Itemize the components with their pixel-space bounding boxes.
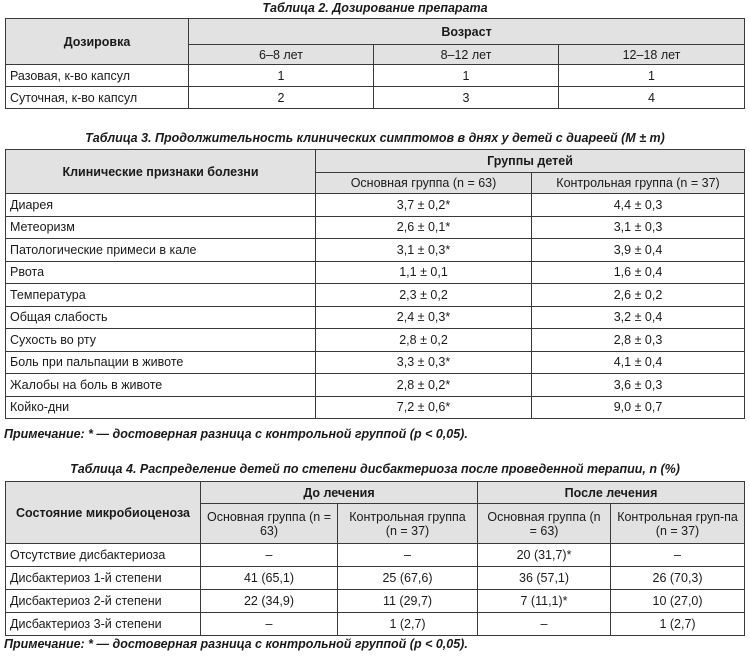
cell: 11 (29,7) [338,590,478,613]
cell: – [478,613,611,636]
row-label: Койко-дни [6,396,316,419]
cell: 26 (70,3) [611,567,745,590]
row-label: Сухость во рту [6,329,316,352]
table2-age-col: 8–12 лет [374,45,559,65]
table3-header-groups: Группы детей [316,150,745,173]
table-row [6,306,745,329]
table-row [6,374,745,397]
table3-group-col: Контрольная группа (n = 37) [532,173,745,194]
cell: 3,9 ± 0,4 [532,239,745,262]
cell: 4 [559,87,745,109]
row-label: Дисбактериоз 2-й степени [6,590,201,613]
table4-subcol: Контрольная груп-па (n = 37) [611,504,745,544]
cell: 2,6 ± 0,2 [532,284,745,307]
row-label: Жалобы на боль в животе [6,374,316,397]
cell: 3,1 ± 0,3 [532,216,745,239]
cell: 10 (27,0) [611,590,745,613]
row-label: Температура [6,284,316,307]
cell: 25 (67,6) [338,567,478,590]
table-row [6,544,745,567]
table2-age-col: 6–8 лет [189,45,374,65]
cell: 4,4 ± 0,3 [532,194,745,217]
cell: 7 (11,1)* [478,590,611,613]
table4-header-before: До лечения [201,482,478,504]
table4-header-state: Состояние микробиоценоза [6,482,201,544]
cell: 41 (65,1) [201,567,338,590]
table3 [5,149,745,419]
row-label: Дисбактериоз 3-й степени [6,613,201,636]
table-row [6,351,745,374]
cell: 1 [189,65,374,87]
table2-header-dose: Дозировка [6,19,189,65]
cell: 2,3 ± 0,2 [316,284,532,307]
row-label: Дисбактериоз 1-й степени [6,567,201,590]
table-row [6,329,745,352]
table-row [6,613,745,636]
cell: 2,4 ± 0,3* [316,306,532,329]
table4 [5,481,745,636]
cell: 9,0 ± 0,7 [532,396,745,419]
table4-subcol: Основная группа (n = 63) [478,504,611,544]
table2-caption: Таблица 2. Дозирование препарата [262,1,488,15]
table3-group-col: Основная группа (n = 63) [316,173,532,194]
cell: 3 [374,87,559,109]
cell: 1 (2,7) [611,613,745,636]
cell: 2,6 ± 0,1* [316,216,532,239]
cell: 1 [559,65,745,87]
cell: 1,1 ± 0,1 [316,261,532,284]
cell: 1 [374,65,559,87]
cell: 2 [189,87,374,109]
table4-subcol: Основная группа (n = 63) [201,504,338,544]
table-row [6,567,745,590]
cell: 3,6 ± 0,3 [532,374,745,397]
table2 [5,18,745,109]
table-row [6,87,745,109]
table3-caption: Таблица 3. Продолжительность клинических симптомов в днях у детей с диареей (M ± m) [85,131,665,145]
table2-header-age: Возраст [189,19,745,45]
cell: 4,1 ± 0,4 [532,351,745,374]
row-label: Общая слабость [6,306,316,329]
cell: 3,1 ± 0,3* [316,239,532,262]
table-row [6,396,745,419]
row-label: Рвота [6,261,316,284]
table-row [6,239,745,262]
cell: – [611,544,745,567]
table-row [6,261,745,284]
cell: 1 (2,7) [338,613,478,636]
row-label: Отсутствие дисбактериоза [6,544,201,567]
table-row [6,284,745,307]
cell: 2,8 ± 0,2 [316,329,532,352]
table2-age-col: 12–18 лет [559,45,745,65]
cell: – [201,544,338,567]
table-row [6,590,745,613]
row-label: Диарея [6,194,316,217]
row-label: Патологические примеси в кале [6,239,316,262]
table4-header-after: После лечения [478,482,745,504]
cell: 2,8 ± 0,2* [316,374,532,397]
row-label: Боль при пальпации в животе [6,351,316,374]
cell: 20 (31,7)* [478,544,611,567]
table4-subcol: Контрольная группа (n = 37) [338,504,478,544]
table-row [6,194,745,217]
cell: 3,7 ± 0,2* [316,194,532,217]
table3-note: Примечание: * — достоверная разница с контрольной группой (p < 0,05). [4,427,468,441]
row-label: Метеоризм [6,216,316,239]
table-row [6,216,745,239]
table4-caption: Таблица 4. Распределение детей по степени дисбактериоза после проведенной терапии, n (%) [70,462,680,476]
cell: – [338,544,478,567]
cell: 3,2 ± 0,4 [532,306,745,329]
table3-header-signs: Клинические признаки болезни [6,150,316,194]
table4-note: Примечание: * — достоверная разница с контрольной группой (p < 0,05). [4,637,468,651]
cell: 1,6 ± 0,4 [532,261,745,284]
table-row [6,65,745,87]
row-label: Разовая, к-во капсул [6,65,189,87]
cell: 7,2 ± 0,6* [316,396,532,419]
cell: 2,8 ± 0,3 [532,329,745,352]
cell: 36 (57,1) [478,567,611,590]
cell: 3,3 ± 0,3* [316,351,532,374]
cell: – [201,613,338,636]
row-label: Суточная, к-во капсул [6,87,189,109]
cell: 22 (34,9) [201,590,338,613]
